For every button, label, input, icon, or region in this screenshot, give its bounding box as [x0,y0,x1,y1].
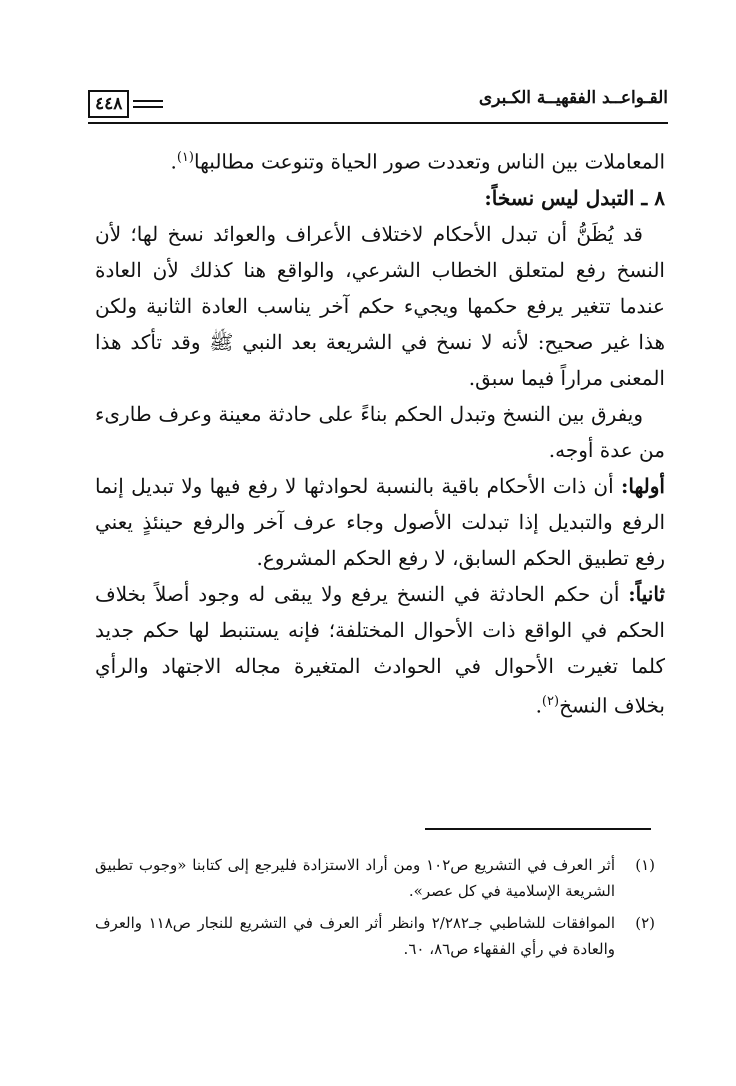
page-header [88,88,668,122]
footnotes [95,852,655,968]
paragraph-1: قد يُظَنُّ أن تبدل الأحكام لاختلاف الأعراف والعوائد نسخ لها؛ لأن النسخ رفع لمتعلق الخطاب الشرعي، والواقع هنا كذلك لأن العادة عندما تتغير يرفع حكمها ويجيء حكم آخر يناسب العادة الثانية ولكن هذا غير صحيح: لأنه لا نسخ في الشريعة بعد النبي ﷺ وقد تأكد هذا المعنى مراراً فيما سبق. [95,221,665,390]
paragraph-4 [95,576,665,724]
header-rule [88,122,668,124]
paragraph-3-lead: أولها: [620,473,665,498]
page-number: ٤٤٨ [88,90,129,118]
paragraph-2: ويفرق بين النسخ وتبدل الحكم بناءً على حادثة معينة وعرف طارىء من عدة أوجه. [95,401,665,462]
paragraph-3 [95,468,665,576]
book-title: القـواعــد الفقهيــة الكـبرى [478,88,668,108]
main-text [95,140,665,723]
footnote-separator [425,828,651,830]
paragraph-0-end: . [170,149,177,174]
footnote-2-number: (٢) [635,914,655,932]
paragraph-continuation [95,140,665,180]
footnote-2 [95,910,655,962]
footnote-ref-2[interactable]: (٢) [541,693,560,709]
footnote-1 [95,852,655,904]
header-line-bottom [133,106,163,108]
footnote-2-text: الموافقات للشاطبي جـ٢/٢٨٢ وانظر أثر العرف في التشريع للنجار ص١١٨ والعرف والعادة في رأي الفقهاء ص٨٦، ٦٠. [95,914,615,958]
footnote-1-text: أثر العرف في التشريع ص١٠٢ ومن أراد الاستزادة فليرجع إلى كتابنا «وجوب تطبيق الشريعة الإسلامية في كل عصر». [95,856,615,900]
header-line-top [133,100,163,102]
paragraph-4-lead: ثانياً: [628,581,665,606]
footnote-ref-1[interactable]: (١) [176,150,194,165]
paragraph-3-text: أن ذات الأحكام باقية بالنسبة لحوادثها لا رفع فيها ولا تبديل إنما الرفع والتبديل إذا تبدلت الأصول وجاء عرف آخر والرفع حينئذٍ يعني رفع تطبيق الحكم السابق، لا رفع الحكم المشروع. [95,473,665,570]
footnote-1-number: (١) [635,856,655,874]
paragraph-4-text: أن حكم الحادثة في النسخ يرفع ولا يبقى له وجود أصلاً بخلاف الحكم في الواقع ذات الأحوال المختلفة؛ فإنه يستنبط لها حكم جديد كلما تغيرت الأحوال في الحوادث المتغيرة مجاله الاجتهاد والرأي بخلاف النسخ [95,581,665,718]
paragraph-0-text: المعاملات بين الناس وتعددت صور الحياة وتنوعت مطالبها [193,149,665,174]
paragraph-4-end: . [535,693,542,718]
header-double-line [133,96,163,112]
page-number-block [88,90,163,118]
section-heading: ٨ ـ التبدل ليس نسخاً: [484,185,665,210]
